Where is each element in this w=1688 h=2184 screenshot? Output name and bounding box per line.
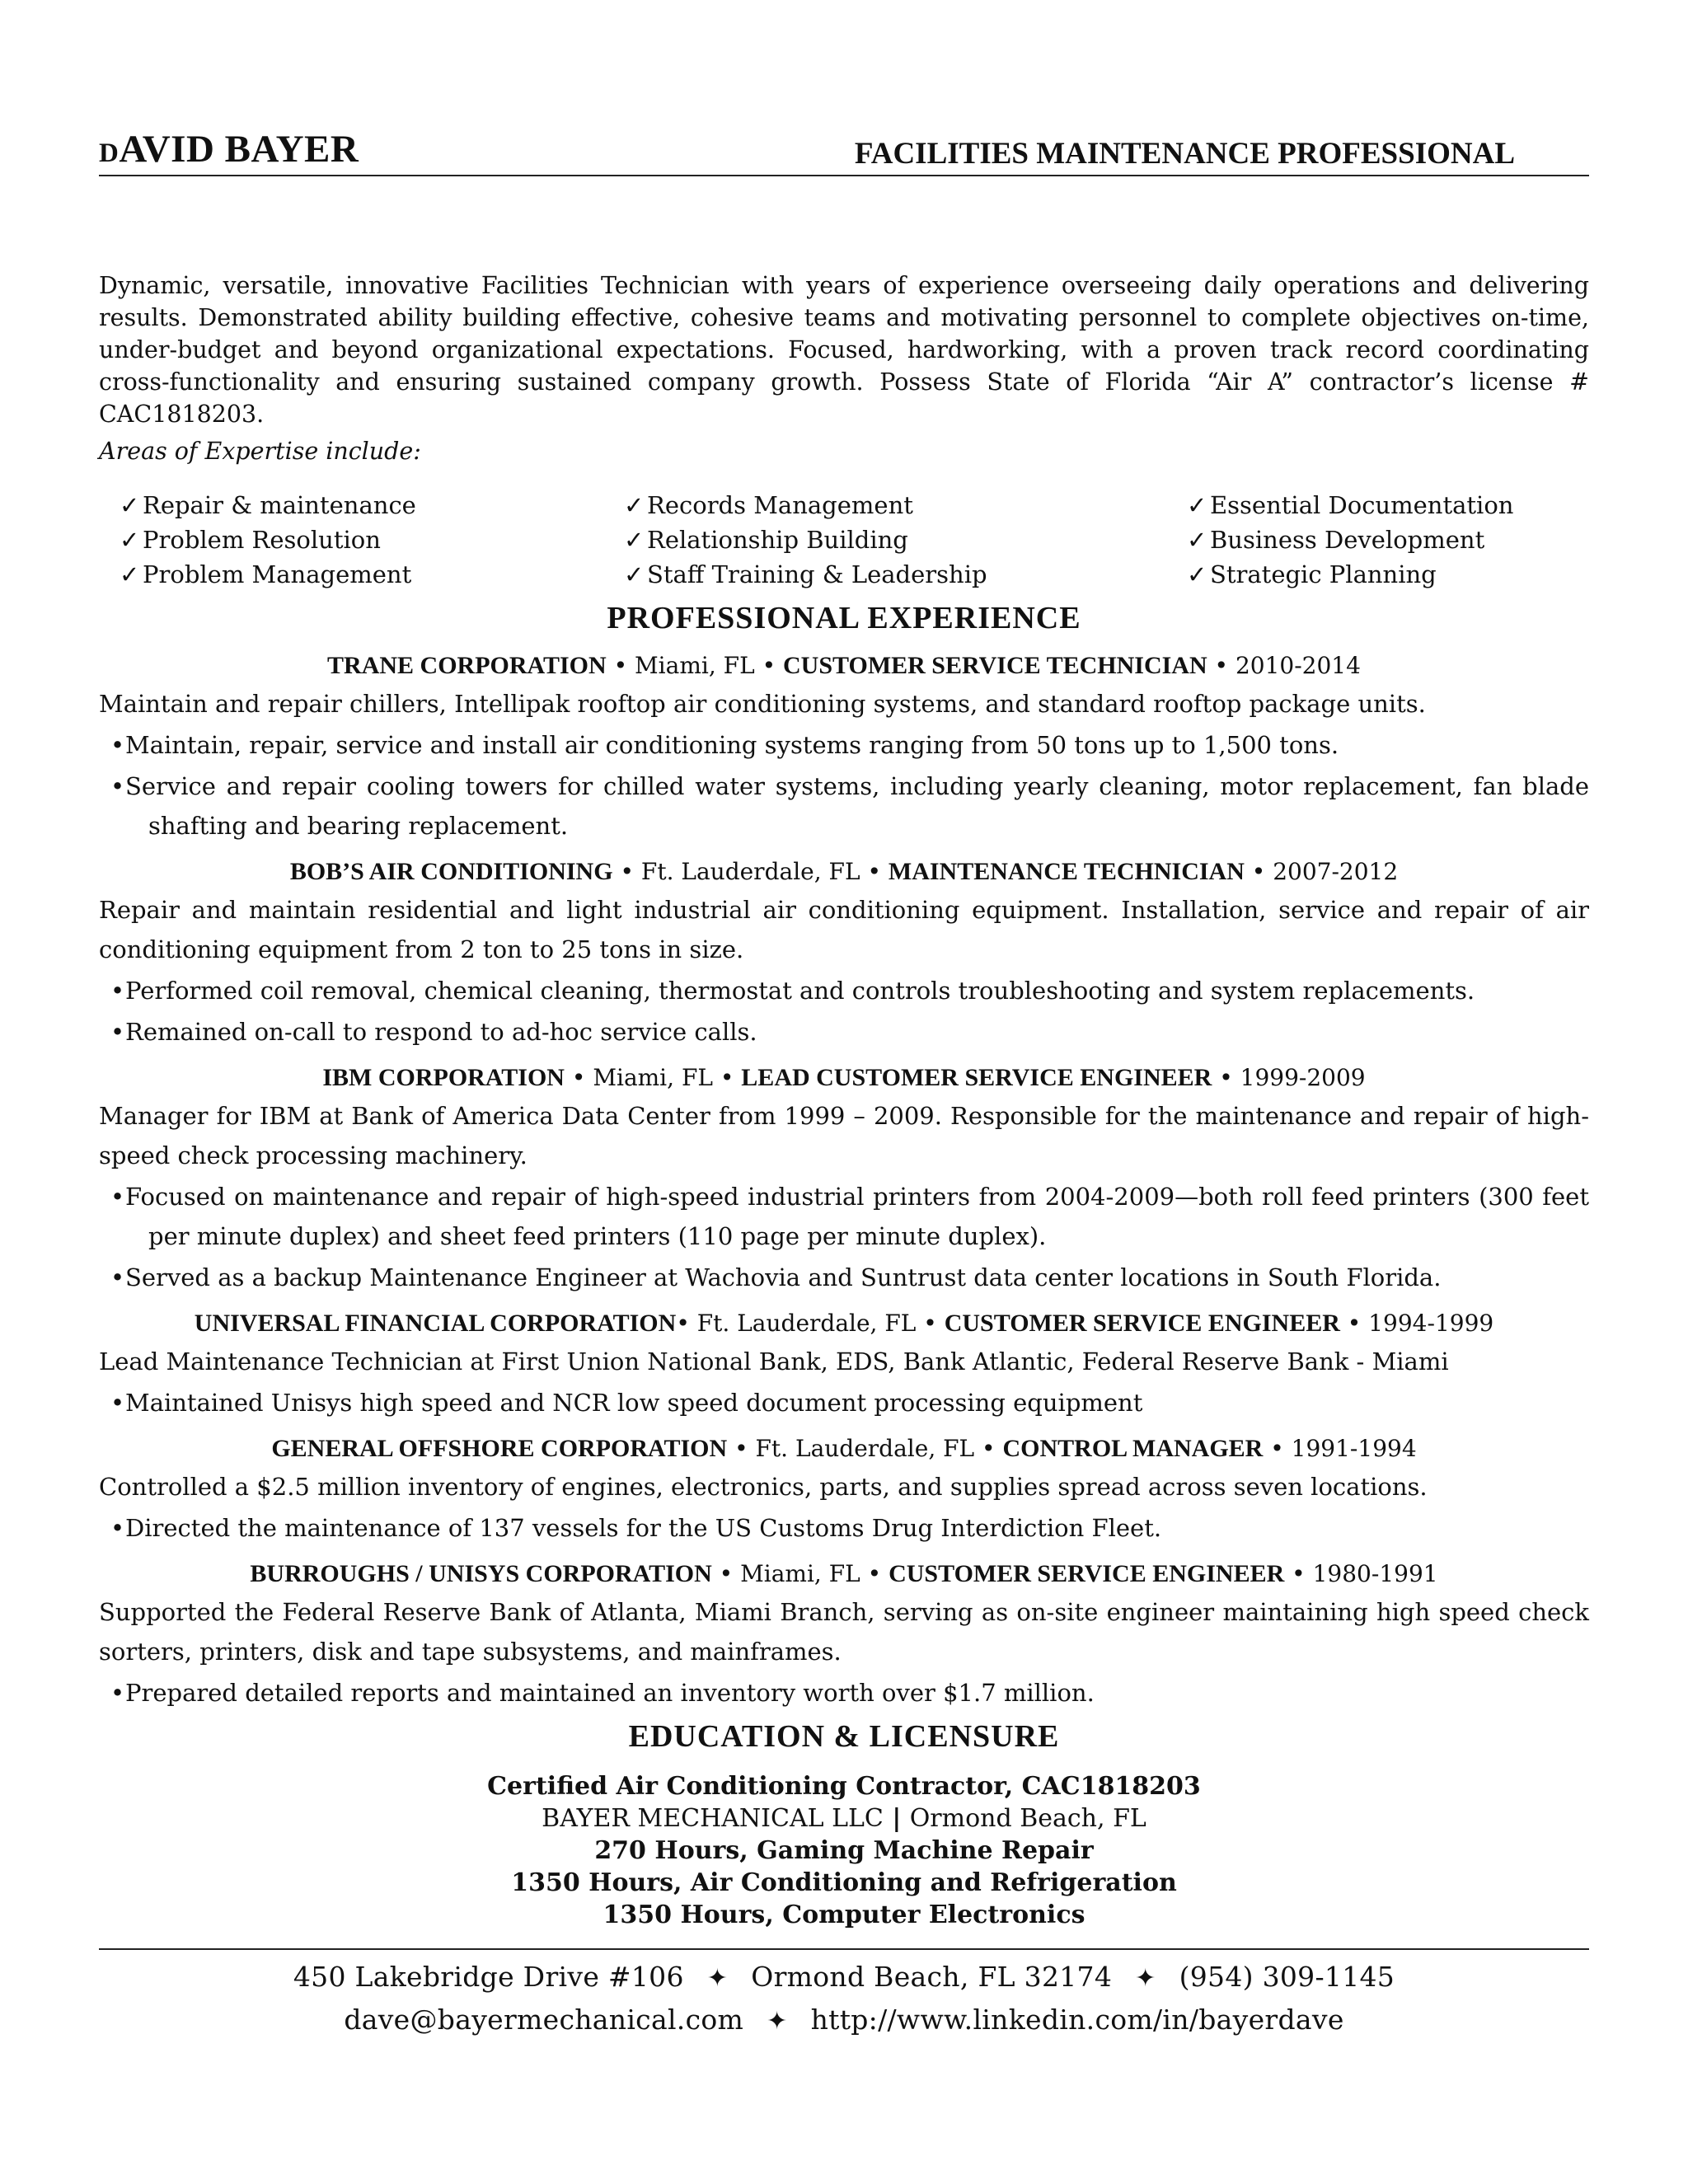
company-name: IBM CORPORATION — [322, 1064, 565, 1091]
check-icon: ✓ — [624, 526, 645, 554]
professional-title: FACILITIES MAINTENANCE PROFESSIONAL — [854, 137, 1515, 171]
bullet-icon: • — [110, 1263, 125, 1291]
business-line: BAYER MECHANICAL LLC | Ormond Beach, FL — [542, 1804, 1146, 1833]
job-role: LEAD CUSTOMER SERVICE ENGINEER — [741, 1064, 1212, 1091]
check-icon: ✓ — [120, 526, 140, 554]
company-name: UNIVERSAL FINANCIAL CORPORATION — [194, 1310, 677, 1337]
expertise-column — [1187, 488, 1513, 592]
job-header: IBM CORPORATION • Miami, FL • LEAD CUSTOMER SERVICE ENGINEER • 1999-2009 — [322, 1064, 1366, 1091]
license-line: Certified Air Conditioning Contractor, CAC1818203 — [487, 1772, 1201, 1801]
phone: (954) 309-1145 — [1179, 1961, 1395, 1993]
job-entry — [99, 1062, 1589, 1297]
job-description: Repair and maintain residential and light industrial air conditioning equipment. Installation, service and repair of air conditioning equipment from 2 ton to 25 tons in size. — [99, 896, 1589, 963]
experience-heading: PROFESSIONAL EXPERIENCE — [607, 601, 1081, 635]
expertise-item: ✓ Essential Documentation — [1187, 488, 1513, 523]
job-years: 1991-1994 — [1291, 1435, 1417, 1462]
bullet-icon: • — [110, 1514, 125, 1542]
education-block — [99, 1770, 1589, 1931]
job-location: Miami, FL — [593, 1064, 713, 1091]
job-years: 1980-1991 — [1312, 1560, 1438, 1587]
job-entry — [99, 1432, 1589, 1548]
job-role: CUSTOMER SERVICE ENGINEER — [889, 1560, 1285, 1587]
expertise-item: ✓ Business Development — [1187, 523, 1513, 557]
expertise-item: ✓ Problem Resolution — [120, 523, 416, 557]
bullet-icon: • — [110, 1018, 125, 1046]
job-header: UNIVERSAL FINANCIAL CORPORATION• Ft. Lauderdale, FL • CUSTOMER SERVICE ENGINEER • 1994-1999 — [194, 1310, 1494, 1337]
job-entry — [99, 1307, 1589, 1422]
bullet-icon: • — [110, 1183, 125, 1211]
bullet-icon: • — [110, 977, 125, 1005]
contact-line-2 — [99, 1999, 1589, 2042]
job-years: 2010-2014 — [1235, 652, 1361, 679]
job-header: GENERAL OFFSHORE CORPORATION • Ft. Lauderdale, FL • CONTROL MANAGER • 1991-1994 — [271, 1435, 1417, 1462]
candidate-name: dAVID BAYER — [99, 128, 359, 171]
bullet-icon: • — [110, 1389, 125, 1417]
job-description: Manager for IBM at Bank of America Data Center from 1999 – 2009. Responsible for the maintenance and repair of high-speed check processing machinery. — [99, 1102, 1589, 1169]
training-line: 1350 Hours, Computer Electronics — [603, 1900, 1085, 1929]
job-entry — [99, 649, 1589, 846]
job-bullet: •Performed coil removal, chemical cleaning, thermostat and controls troubleshooting and system replacements. — [99, 971, 1589, 1010]
job-location: Miami, FL — [740, 1560, 860, 1587]
job-entry — [99, 1558, 1589, 1713]
bullet-icon: • — [110, 772, 125, 800]
job-role: CUSTOMER SERVICE TECHNICIAN — [783, 652, 1207, 679]
footer-divider — [99, 1948, 1589, 1950]
job-description: Maintain and repair chillers, Intellipak rooftop air conditioning systems, and standard rooftop package units. — [99, 690, 1426, 718]
check-icon: ✓ — [120, 560, 140, 588]
job-role: CUSTOMER SERVICE ENGINEER — [944, 1310, 1340, 1337]
job-bullet: •Service and repair cooling towers for chilled water systems, including yearly cleaning, motor replacement, fan blade shafting and bearing replacement. — [99, 766, 1589, 846]
job-bullet: •Maintain, repair, service and install air conditioning systems ranging from 50 tons up to 1,500 tons. — [99, 725, 1589, 765]
expertise-item: ✓ Repair & maintenance — [120, 488, 416, 523]
job-entry — [99, 855, 1589, 1052]
job-bullet: •Focused on maintenance and repair of high-speed industrial printers from 2004-2009—both roll feed printers (300 feet per minute duplex) and sheet feed printers (110 page per minute duplex). — [99, 1177, 1589, 1256]
check-icon: ✓ — [624, 491, 645, 519]
job-location: Ft. Lauderdale, FL — [640, 858, 860, 885]
expertise-item: ✓ Records Management — [624, 488, 987, 523]
check-icon: ✓ — [120, 491, 140, 519]
job-years: 1999-2009 — [1240, 1064, 1366, 1091]
company-name: TRANE CORPORATION — [327, 652, 607, 679]
job-years: 2007-2012 — [1273, 858, 1399, 885]
contact-line-1 — [99, 1957, 1589, 1999]
job-header: TRANE CORPORATION • Miami, FL • CUSTOMER SERVICE TECHNICIAN • 2010-2014 — [327, 652, 1361, 679]
job-role: CONTROL MANAGER — [1002, 1435, 1264, 1462]
resume-page — [99, 115, 1589, 2042]
job-bullet: •Remained on-call to respond to ad-hoc service calls. — [99, 1012, 1589, 1052]
check-icon: ✓ — [1187, 560, 1207, 588]
job-header: BOB’S AIR CONDITIONING • Ft. Lauderdale, FL • MAINTENANCE TECHNICIAN • 2007-2012 — [289, 858, 1399, 885]
expertise-item: ✓ Staff Training & Leadership — [624, 557, 987, 592]
company-name: BURROUGHS / UNISYS CORPORATION — [250, 1560, 712, 1587]
check-icon: ✓ — [1187, 491, 1207, 519]
star-separator-icon: ✦ — [1135, 1964, 1156, 1993]
summary-paragraph: Dynamic, versatile, innovative Facilities Technician with years of experience overseeing daily operations and delivering results. Demonstrated ability building effective, cohesive teams and motivating personnel to complete objectives on-time, under-budget and beyond organizational expectations. Focused, hardworking, with a proven track record coordinating cross-functionality and ensuring sustained company growth. Possess State of Florida “Air A” contractor’s license # CAC1818203. — [99, 272, 1589, 428]
city-state-zip: Ormond Beach, FL 32174 — [751, 1961, 1113, 1993]
expertise-item: ✓ Relationship Building — [624, 523, 987, 557]
star-separator-icon: ✦ — [706, 1964, 729, 1993]
company-name: GENERAL OFFSHORE CORPORATION — [271, 1435, 728, 1462]
job-bullet: •Served as a backup Maintenance Engineer at Wachovia and Suntrust data center locations in South Florida. — [99, 1258, 1589, 1297]
job-header: BURROUGHS / UNISYS CORPORATION • Miami, FL • CUSTOMER SERVICE ENGINEER • 1980-1991 — [250, 1560, 1438, 1587]
job-bullet: •Prepared detailed reports and maintained an inventory worth over $1.7 million. — [99, 1673, 1589, 1713]
job-location: Ft. Lauderdale, FL — [755, 1435, 975, 1462]
bullet-icon: • — [110, 731, 125, 759]
job-location: Ft. Lauderdale, FL — [696, 1310, 917, 1337]
expertise-item: ✓ Strategic Planning — [1187, 557, 1513, 592]
resume-header — [99, 115, 1589, 171]
check-icon: ✓ — [624, 560, 645, 588]
job-role: MAINTENANCE TECHNICIAN — [888, 858, 1245, 885]
job-bullet: •Directed the maintenance of 137 vessels for the US Customs Drug Interdiction Fleet. — [99, 1508, 1589, 1548]
linkedin-link[interactable]: http://www.linkedin.com/in/bayerdave — [810, 2004, 1344, 2036]
expertise-column — [120, 488, 416, 592]
training-line: 270 Hours, Gaming Machine Repair — [594, 1836, 1094, 1865]
email-link[interactable]: dave@bayermechanical.com — [344, 2004, 744, 2036]
expertise-list — [99, 488, 1589, 592]
job-description: Lead Maintenance Technician at First Union National Bank, EDS, Bank Atlantic, Federal Reserve Bank - Miami — [99, 1347, 1449, 1376]
training-line: 1350 Hours, Air Conditioning and Refrigeration — [511, 1868, 1177, 1897]
check-icon: ✓ — [1187, 526, 1207, 554]
header-divider — [99, 175, 1589, 176]
job-description: Controlled a $2.5 million inventory of engines, electronics, parts, and supplies spread across seven locations. — [99, 1473, 1428, 1501]
star-separator-icon: ✦ — [767, 2007, 788, 2036]
company-name: BOB’S AIR CONDITIONING — [289, 858, 613, 885]
education-heading: EDUCATION & LICENSURE — [628, 1719, 1060, 1754]
job-location: Miami, FL — [635, 652, 755, 679]
job-description: Supported the Federal Reserve Bank of Atlanta, Miami Branch, serving as on-site engineer maintaining high speed check sorters, printers, disk and tape subsystems, and mainframes. — [99, 1598, 1589, 1666]
contact-info — [99, 1957, 1589, 2042]
expertise-intro: Areas of Expertise include: — [99, 438, 421, 465]
expertise-item: ✓ Problem Management — [120, 557, 416, 592]
job-years: 1994-1999 — [1368, 1310, 1494, 1337]
address: 450 Lakebridge Drive #106 — [293, 1961, 684, 1993]
job-bullet: •Maintained Unisys high speed and NCR low speed document processing equipment — [99, 1383, 1589, 1422]
expertise-column — [624, 488, 987, 592]
bullet-icon: • — [110, 1679, 125, 1707]
